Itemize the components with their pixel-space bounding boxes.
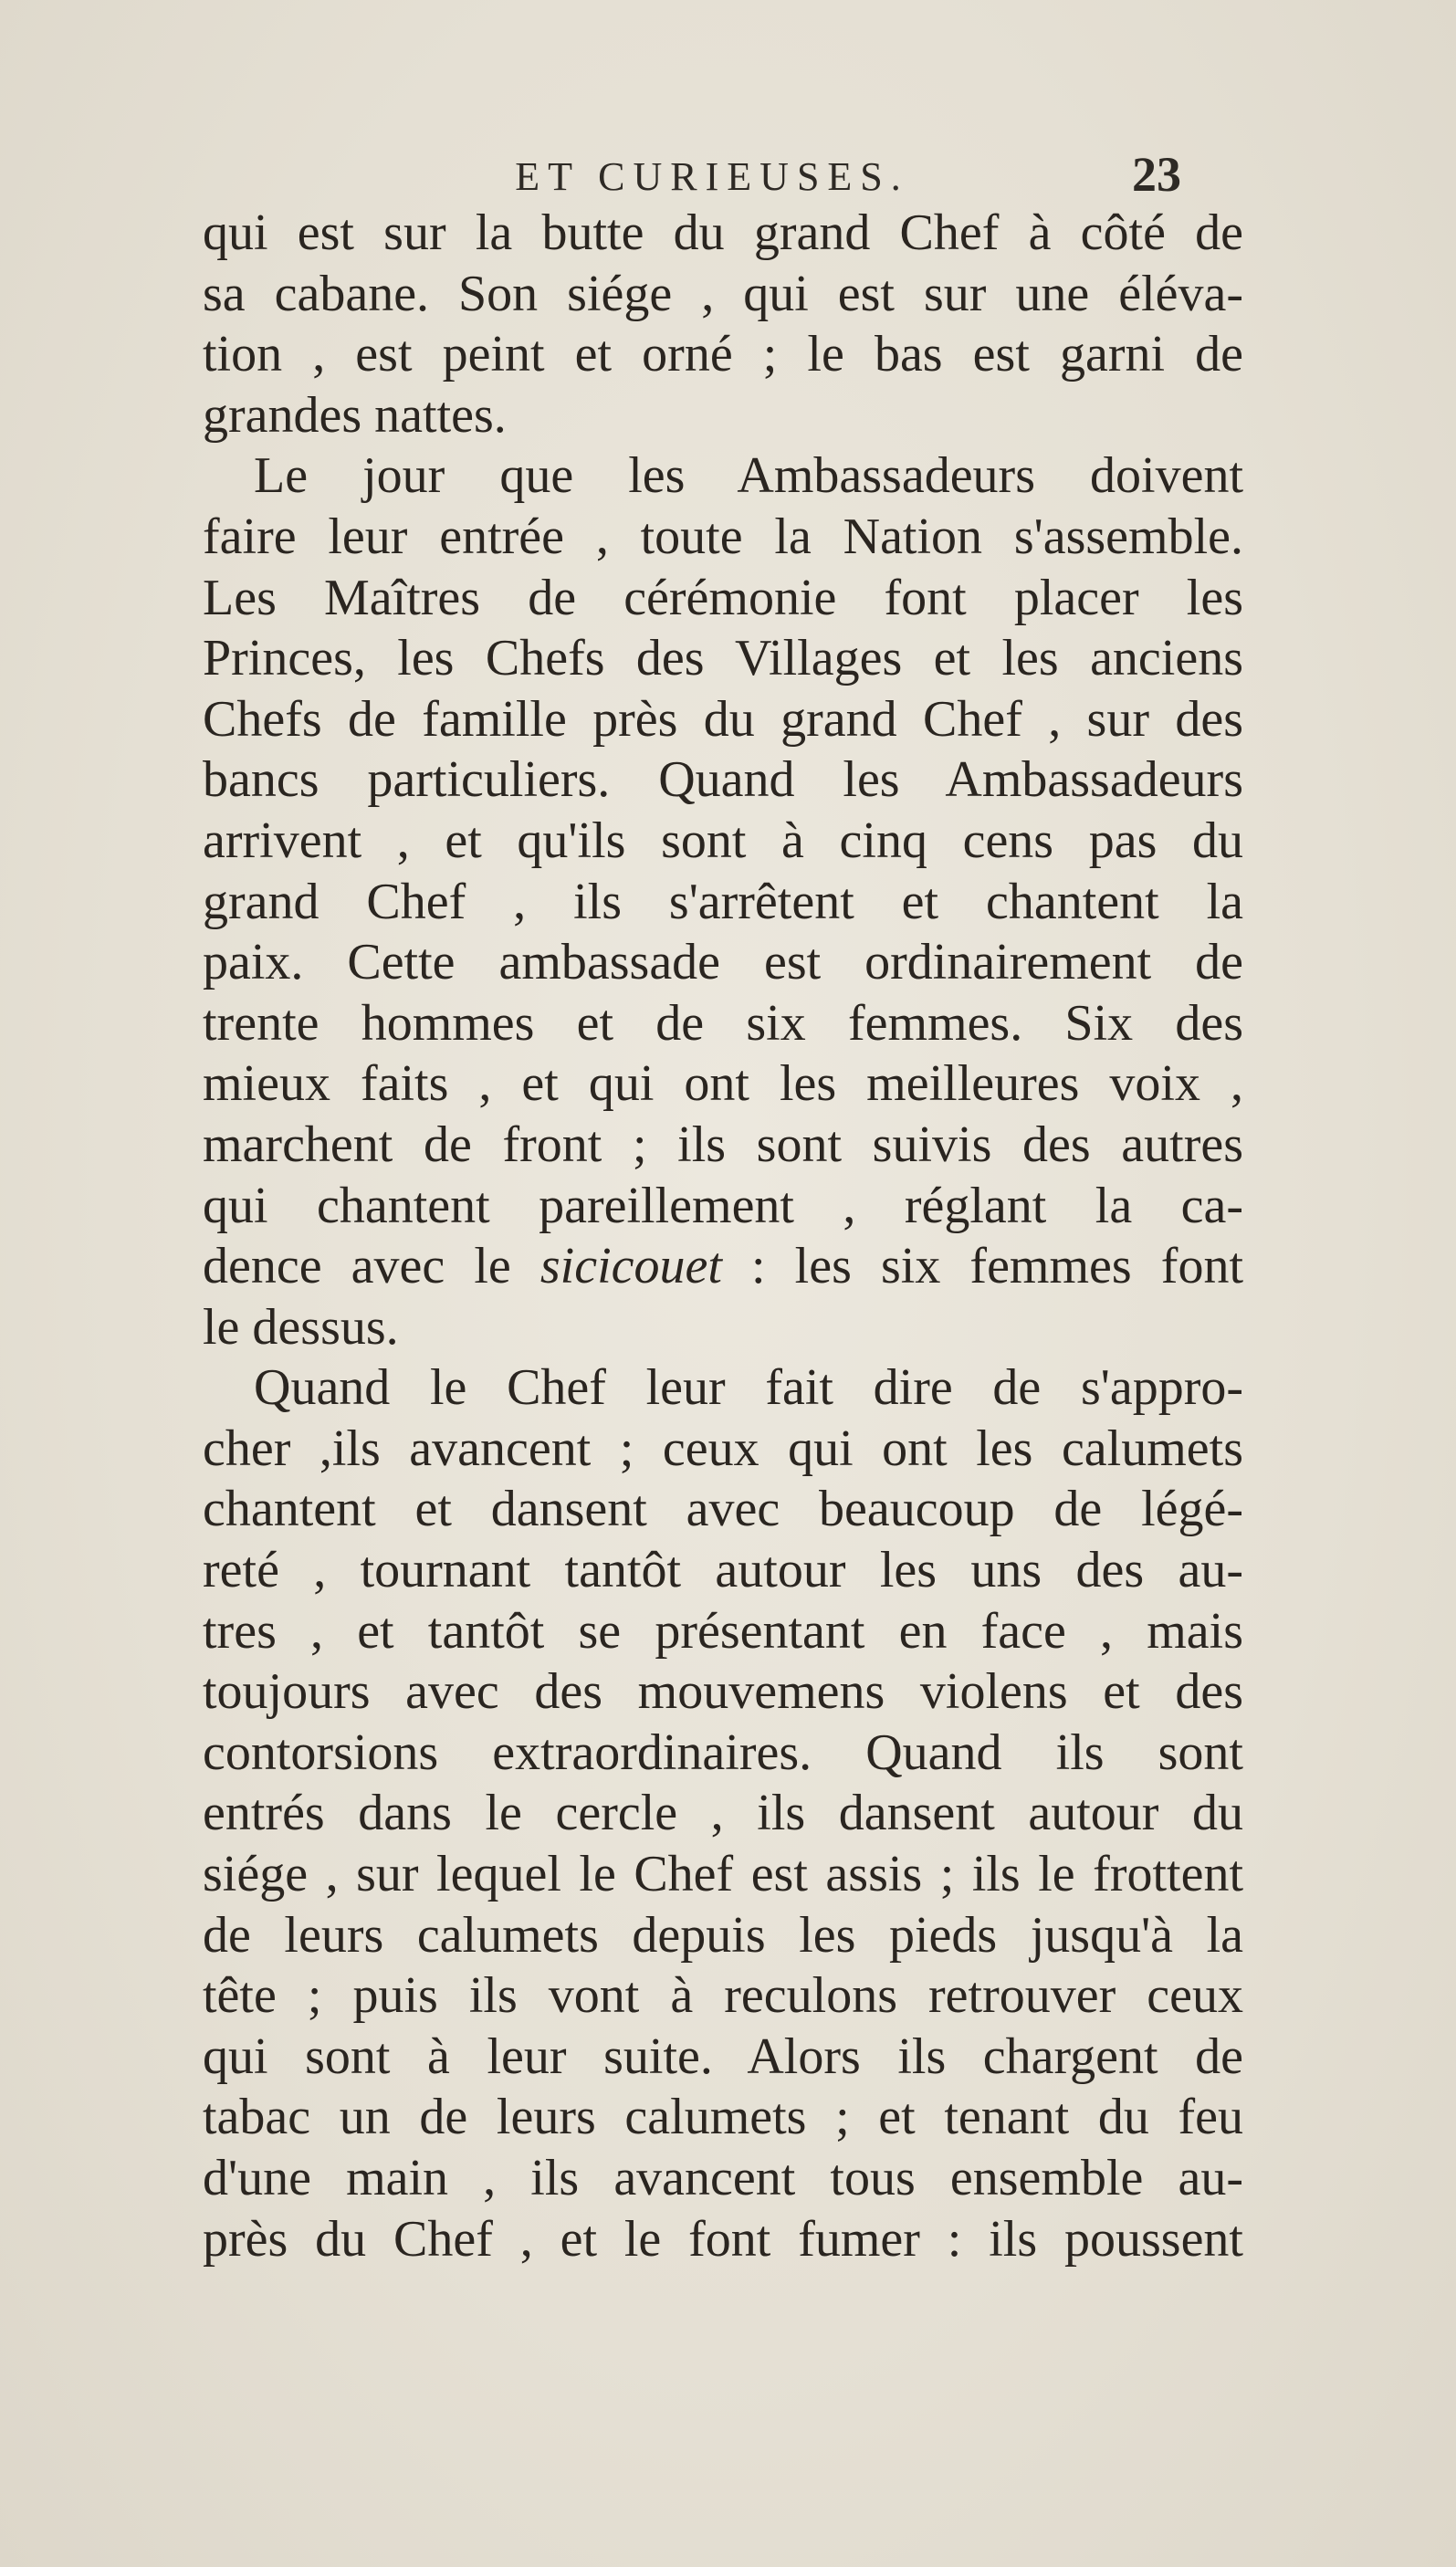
text-line: le dessus. — [203, 1298, 399, 1356]
text-line: tres , et tantôt se présentant en face , mais — [203, 1602, 1243, 1660]
text-line: faire leur entrée , toute la Nation s'assemble. — [203, 508, 1243, 565]
line-head: dence avec le — [203, 1238, 540, 1295]
running-title: ET CURIEUSES. — [515, 154, 909, 199]
text-line: qui chantent pareillement , réglant la ca- — [203, 1177, 1243, 1234]
body-text — [203, 203, 1243, 2269]
text-line: Princes, les Chefs des Villages et les anciens — [203, 630, 1243, 687]
text-line: Les Maîtres de cérémonie font placer les — [203, 569, 1243, 626]
text-line: toujours avec des mouvemens violens et des — [203, 1663, 1243, 1721]
text-line: de leurs calumets depuis les pieds jusqu'à la — [203, 1906, 1243, 1964]
text-line: qui est sur la butte du grand Chef à côté de — [203, 204, 1243, 261]
paragraph-start-line: Le jour que les Ambassadeurs doivent — [254, 447, 1243, 505]
text-line: tabac un de leurs calumets ; et tenant du feu — [203, 2089, 1243, 2146]
text-line: reté , tournant tantôt autour les uns des au- — [203, 1542, 1243, 1599]
text-line: cher ,ils avancent ; ceux qui ont les calumets — [203, 1420, 1243, 1477]
italic-term: sicicouet — [539, 1238, 722, 1295]
text-line: entrés dans le cercle , ils dansent autour du — [203, 1785, 1243, 1842]
text-line: près du Chef , et le font fumer : ils poussent — [203, 2210, 1243, 2268]
text-line: arrivent , et qu'ils sont à cinq cens pas du — [203, 812, 1243, 869]
text-line: chantent et dansent avec beaucoup de légé- — [203, 1481, 1243, 1538]
text-line: marchent de front ; ils sont suivis des autres — [203, 1116, 1243, 1173]
text-line: siége , sur lequel le Chef est assis ; ils le frottent — [203, 1846, 1243, 1903]
text-line: grandes nattes. — [203, 386, 507, 444]
text-line: contorsions extraordinaires. Quand ils sont — [203, 1724, 1243, 1781]
text-line: bancs particuliers. Quand les Ambassadeurs — [203, 751, 1243, 809]
text-line: trente hommes et de six femmes. Six des — [203, 994, 1243, 1052]
text-line: Chefs de famille près du grand Chef , sur des — [203, 690, 1243, 748]
paragraph-start-line: Quand le Chef leur fait dire de s'appro- — [254, 1359, 1243, 1417]
text-line: tion , est peint et orné ; le bas est garni de — [203, 326, 1243, 383]
page-number: 23 — [1132, 147, 1181, 202]
text-line: qui sont à leur suite. Alors ils chargent de — [203, 2027, 1243, 2085]
text-line: grand Chef , ils s'arrêtent et chantent la — [203, 873, 1243, 930]
text-line: sa cabane. Son siége , qui est sur une éléva- — [203, 265, 1243, 322]
text-line: d'une main , ils avancent tous ensemble au- — [203, 2150, 1243, 2206]
text-line: tête ; puis ils vont à reculons retrouver ceux — [203, 1967, 1243, 2025]
text-line: paix. Cette ambassade est ordinairement de — [203, 934, 1243, 991]
text-line-with-italic — [203, 1236, 1243, 1297]
text-line: mieux faits , et qui ont les meilleures voix , — [203, 1055, 1243, 1113]
line-tail: : les six femmes font — [721, 1238, 1244, 1295]
